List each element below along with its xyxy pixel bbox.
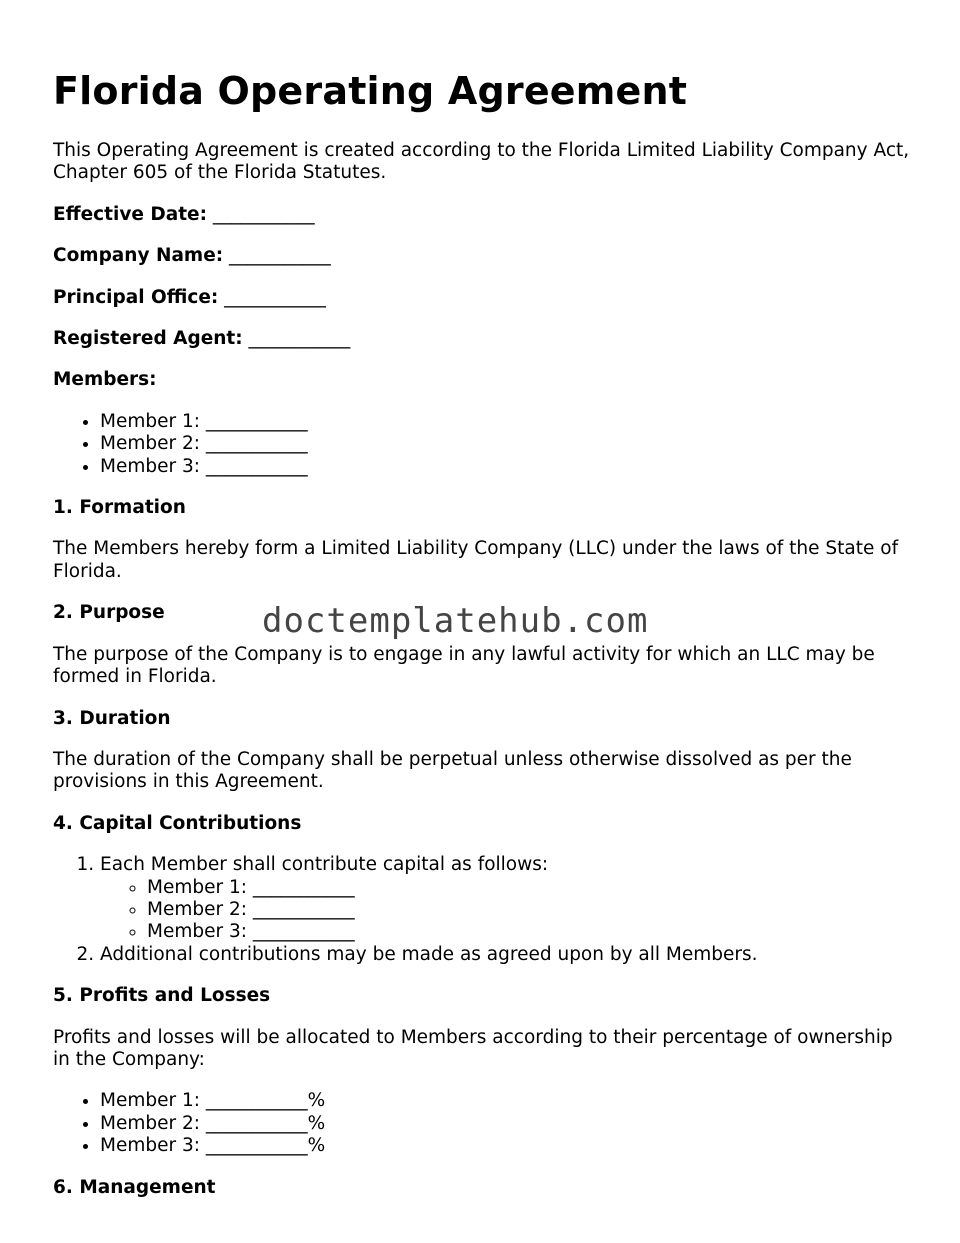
list-item: ◦ Member 1: ___________ xyxy=(147,877,913,899)
registered-agent-label: Registered Agent: xyxy=(53,328,243,350)
document-page xyxy=(53,0,913,1199)
list-item: • Member 1: ___________% xyxy=(100,1090,913,1112)
company-name-blank: ___________ xyxy=(229,245,331,267)
purpose-text: The purpose of the Company is to engage in any lawful activity for which an LLC may be formed in Florida. xyxy=(53,643,875,688)
effective-date-blank: ___________ xyxy=(212,203,315,225)
members-label: Members: xyxy=(53,369,157,391)
members-list xyxy=(53,411,913,478)
effective-date-field xyxy=(53,204,913,226)
list-item: 2. Additional contributions may be made as agreed upon by all Members. xyxy=(100,944,913,966)
watermark: doctemplatehub.com xyxy=(262,601,649,641)
section-heading-formation: 1. Formation xyxy=(53,497,186,519)
list-item xyxy=(100,854,913,944)
list-item: • Member 3: ___________ xyxy=(100,456,913,478)
list-item: • Member 3: ___________% xyxy=(100,1135,913,1157)
principal-office-blank: ___________ xyxy=(224,286,326,308)
profits-text: Profits and losses will be allocated to Members according to their percentage of ownership in the Company: xyxy=(53,1026,893,1070)
principal-office-label: Principal Office: xyxy=(53,286,219,308)
section-heading-duration: 3. Duration xyxy=(53,707,171,729)
members-field xyxy=(53,369,913,391)
formation-text: The Members hereby form a Limited Liability Company (LLC) under the laws of the State of Florida. xyxy=(53,538,899,582)
section-heading-profits: 5. Profits and Losses xyxy=(53,985,271,1007)
section-heading-capital: 4. Capital Contributions xyxy=(53,812,302,834)
capital-sublist xyxy=(100,877,913,944)
list-item: ◦ Member 3: ___________ xyxy=(147,921,913,943)
registered-agent-field xyxy=(53,328,913,350)
list-item: • Member 1: ___________ xyxy=(100,411,913,433)
effective-date-label: Effective Date: xyxy=(53,203,207,225)
registered-agent-blank: ___________ xyxy=(248,328,351,350)
section-heading-management: 6. Management xyxy=(53,1176,216,1198)
profits-list xyxy=(53,1090,913,1157)
list-item: ◦ Member 2: ___________ xyxy=(147,899,913,921)
intro-paragraph: This Operating Agreement is created according to the Florida Limited Liability Company Act, Chapter 605 of the Florida Statutes. xyxy=(53,140,910,184)
duration-text: The duration of the Company shall be perpetual unless otherwise dissolved as per the provisions in this Agreement. xyxy=(53,748,852,793)
principal-office-field xyxy=(53,287,913,309)
list-item: • Member 2: ___________% xyxy=(100,1113,913,1135)
company-name-field xyxy=(53,245,913,267)
capital-list xyxy=(53,854,913,966)
company-name-label: Company Name: xyxy=(53,245,224,267)
capital-item-text: Each Member shall contribute capital as follows: xyxy=(100,854,549,876)
list-item: • Member 2: ___________ xyxy=(100,433,913,455)
page-title: Florida Operating Agreement xyxy=(53,69,688,113)
section-heading-purpose: 2. Purpose xyxy=(53,602,165,624)
